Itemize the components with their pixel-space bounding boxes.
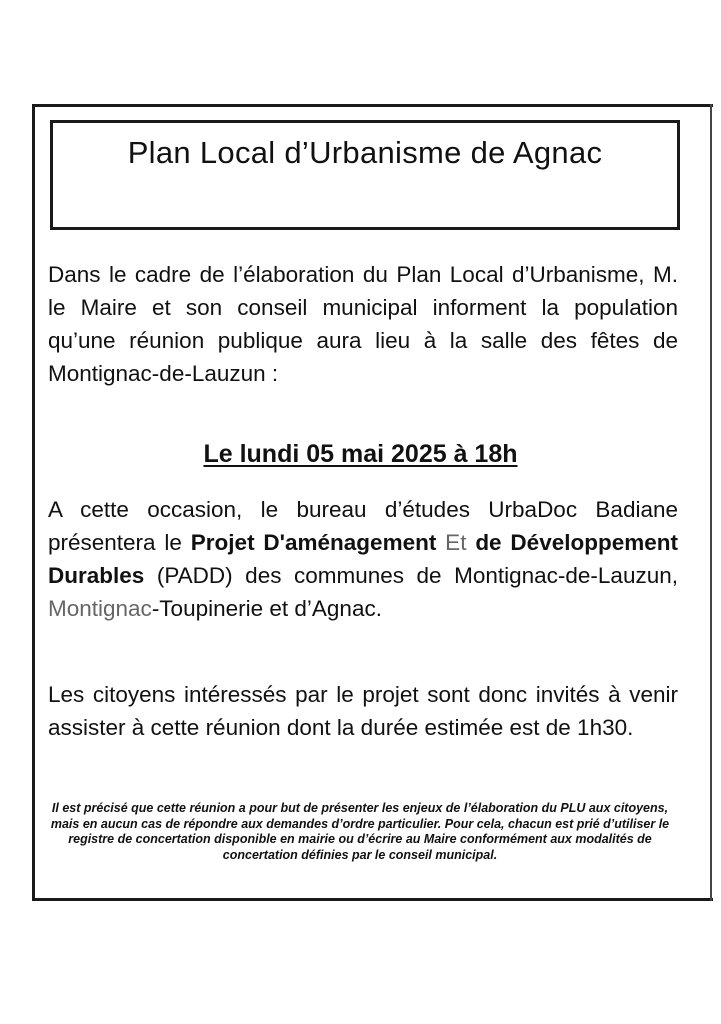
meeting-date: Le lundi 05 mai 2025 à 18h [203,440,518,468]
padd-paragraph [48,493,678,625]
footnote: Il est précisé que cette réunion a pour but de présenter les enjeux de l’élaboration du PLU aux citoyens, mais en aucun cas de répondre aux demandes d’ordre particulier. Pour cela, chacun est prié d’utiliser le registre de concertation disponible en mairie ou d’écrire au Maire conformément aux modalités de concertation définies par le conseil municipal. [50,801,670,862]
padd-bold-2: de Développement Durables [48,530,678,588]
padd-rest-2: -Toupinerie et d’Agnac. [151,596,382,621]
padd-bold-1: Projet D'aménagement [190,530,437,555]
title-box [50,120,680,230]
frame-right-edge [710,104,712,901]
intro-paragraph: Dans le cadre de l’élaboration du Plan Local d’Urbanisme, M. le Maire et son conseil municipal informent la population qu’une réunion publique aura lieu à la salle des fêtes de Montignac-de-Lauzun : [48,262,678,386]
padd-grey-1: Et [436,530,467,555]
padd-intro-text: A cette occasion, le bureau d’études UrbaDoc Badiane présentera le [48,497,678,555]
padd-grey-2: Montignac [48,596,152,621]
attendance-paragraph: Les citoyens intéressés par le projet sont donc invités à venir assister à cette réunion dont la durée estimée est de 1h30. [48,682,678,740]
notice-title: Plan Local d’Urbanisme de Agnac [127,135,603,170]
padd-rest-1: (PADD) des communes de Montignac-de-Lauzun, [144,563,678,588]
